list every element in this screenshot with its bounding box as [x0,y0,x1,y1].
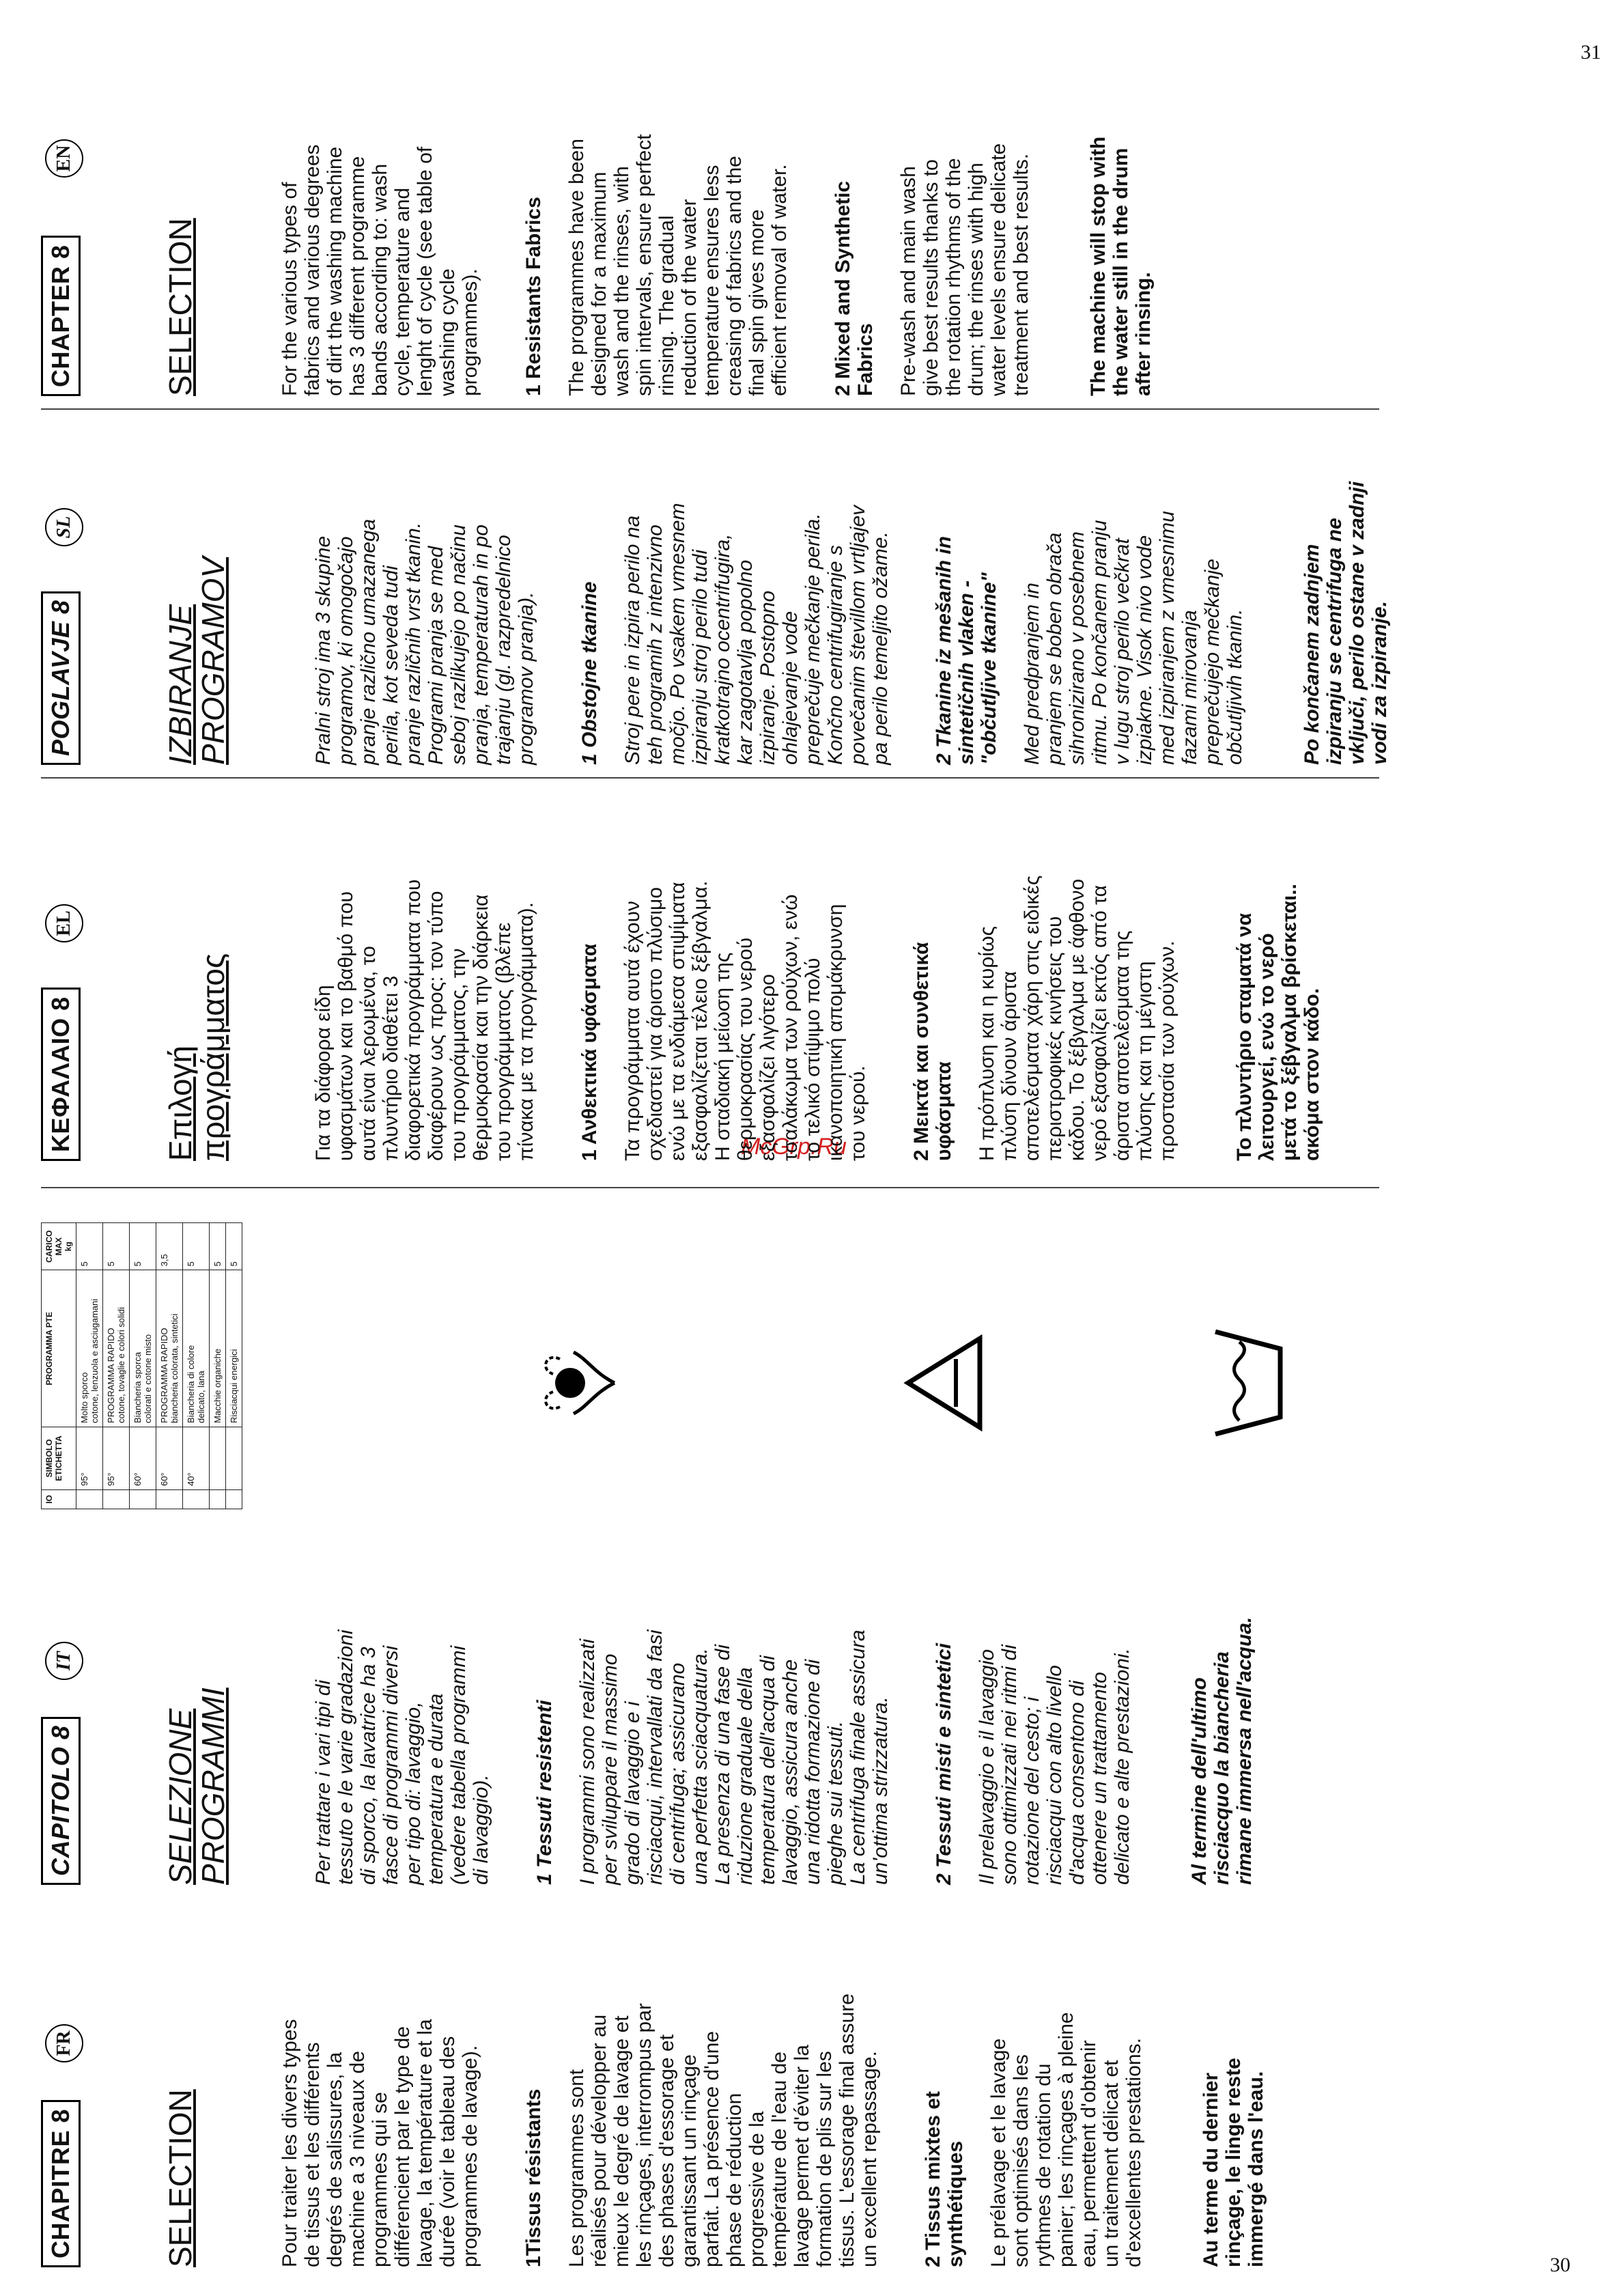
subhead-2-it: 2 Tessuti misti e sintetici [932,1642,955,1885]
column-sl [41,423,1391,765]
para-2-it: Il prelavaggio e il lavaggio sono ottimizzati nei ritmi di rotazione del cesto; i risciacqui con alto livello d'acqua consentono di ottenere un trattamento delicato e alte prestazioni. [975,1644,1133,1885]
table-header: IO [42,1489,76,1509]
section-title-sl: IZBIRANJE PROGRAMOV [163,557,231,765]
chapter-heading-sl: POGLAVJE 8 [41,591,81,765]
table-header: PROGRAMMA PTE [42,1270,76,1427]
watermark-text: McGrp.Ru [741,1134,847,1160]
para-2-el: Η πρόπλυση και η κυρίως πλύση δίνουν άριστα αποτελέσματα χάρη στις ειδικές περιστροφικές κινήσεις του κάδου. Το ξέβγαλμα με άφθονο νερό εξασφαλίζει εκτός από τα άριστα αποτελέσματα της πλύσης και τη μέγιστη προστασία των ρούχων. [975,875,1179,1161]
subhead-2-fr: 2 Tissus mixtes et synthétiques [922,2091,968,2267]
table-header: SIMBOLO ETICHETTA [42,1427,76,1489]
table-cell [226,1427,242,1489]
cotton-flower-icon [533,1332,635,1434]
table-cell: 40° [183,1427,210,1489]
column-en [41,55,1379,396]
table-cell: 5 [183,1223,210,1270]
section-title-it: SELEZIONE PROGRAMMI [163,1688,231,1885]
subhead-2-el: 2 Μεικτά και συνθετικά υφάσματα [909,942,955,1161]
wash-tub-icon [1202,1325,1290,1441]
table-cell: Macchie organiche [210,1270,226,1427]
column-it [41,1530,1379,1885]
column-divider [41,1187,1379,1188]
final-note-sl: Po končanem zadnjem izpiranju se centrifuga ne vključi, perilo ostane v zadnji vodi za izpiranje. [1300,481,1391,765]
triangle-iron-icon [901,1332,990,1434]
para-2-fr: Le prélavage et le lavage sont optimisés dans les rythmes de rotation du panier; les rinçages à pleine eau, permettent d'obtenir un traitement délicat et d'excellentes prestations. [987,2012,1146,2267]
table-cell: Molto sporco cotone, lenzuola e asciugamani [76,1270,103,1427]
table-cell: 95° [76,1427,103,1489]
table-header: CARICO MAX kg [42,1223,76,1270]
table-row [183,1223,210,1509]
section-title-el: Επιλογή προγράμματος [163,953,231,1161]
subhead-1-el: 1 Ανθεκτικά υφάσματα [578,943,601,1161]
table-cell [226,1489,242,1509]
lang-badge-fr: FR [45,2024,83,2062]
final-note-fr: Au terme du dernier rinçage, le linge reste immergé dans l'eau. [1200,2058,1268,2267]
table-cell: 5 [210,1223,226,1270]
subhead-1-sl: 1 Obstojne tkanine [578,581,601,765]
column-divider [41,408,1379,410]
final-note-it: Al termine dell'ultimo risciacquo la biancheria rimane immersa nell'acqua. [1187,1616,1256,1885]
table-cell: 5 [103,1223,130,1270]
table-cell: PROGRAMMA RAPIDO cotone, tovaglie e colori solidi [103,1270,130,1427]
table-cell: PROGRAMMA RAPIDO biancheria colorata, sintetici [156,1270,183,1427]
intro-en: For the various types of fabrics and various degrees of dirt the washing machine has 3 different programme bands according to: wash cycle, temperature and lenght of cycle (see table of washing cycle programmes). [279,144,482,396]
column-fr [41,1912,1379,2267]
page-number-right: 31 [1581,41,1601,64]
section-title-fr: SELECTION [163,2089,198,2267]
lang-badge-sl: SL [45,508,83,546]
table-row [130,1223,156,1509]
table-row [226,1223,242,1509]
table-row [103,1223,130,1509]
table-cell [183,1489,210,1509]
para-2-sl: Med predpranjem in pranjem se boben obrača sihronizirano v posebnem ritmu. Po končanem pranju v lugu stroj perilo večkrat izpiakne. Visok nivo vode med izpiranjem z vmesnimu fazami mirovanja preprečujejo mečkanje občutljivih tkanin. [1020,511,1246,765]
table-cell: 5 [130,1223,156,1270]
table-cell: Risciacqui energici [226,1270,242,1427]
table-cell [156,1489,183,1509]
chapter-heading-fr: CHAPITRE 8 [41,2100,81,2267]
programme-table-block [41,1216,1379,1509]
subhead-1-it: 1 Tessuti resistenti [533,1700,556,1885]
section-title-en: SELECTION [163,218,198,396]
para-1-el: Τα προγράμματα αυτά έχουν σχεδιαστεί για άριστο πλύσιμο ενώ με τα ενδιάμεσα στιψίματα εξασφαλίζεται τέλειο ξέβγαλμα. Η σταδιακή μείωση της θερμοκρασίας του νερού εξασφαλίζει λιγότερο τσαλάκωμα των ρούχων, ενώ το τελικό στίψιμο πολύ ικανοποιητική απομάκρυνση του νερού. [621,880,869,1161]
table-row [76,1223,103,1509]
table-cell: Biancheria di colore delicato, lana [183,1270,210,1427]
subhead-1-fr: 1Tissus résistants [522,2088,546,2267]
rotated-content [41,48,1591,2267]
lang-badge-it: IT [45,1642,83,1680]
chapter-heading-el: ΚΕΦΑΛΑΙΟ 8 [41,988,81,1161]
para-1-fr: Les programmes sont réalisés pour développer au mieux le degré de lavage et les rinçages, interrompus par des phases d'essorage et garantissant un rinçage parfait. La présence d'une phase de réduction progressive de la température de l'eau de lavage permet d'éviter la formation de plis sur les tissus. L'essorage final assure un excellent repassage. [565,1993,881,2267]
para-1-sl: Stroj pere in izpira perilo na teh programih z intenzivno močjo. Po vsakem vmesnem izpiranju stroj perilo tudi kratkotrajno ocentrifugira, kar zagotavlja popolno izpiranje. Postopno ohlajevanje vode preprečuje mečkanje perila. Končno centrifugiranje s povečanim števillom vrtljajev pa perilo temeljito ožame. [621,503,892,765]
table-row [210,1223,226,1509]
subhead-1-en: 1 Resistants Fabrics [522,197,546,396]
table-cell [130,1489,156,1509]
chapter-heading-en: CHAPTER 8 [41,236,81,396]
para-1-it: I programmi sono realizzati per sviluppare il massimo grado di lavaggio e i risciacqui, intervallati da fasi di centrifuga; assicurano una perfetta sciacquatura. La presenza di una fase di riduzione graduale della temperatura dell'acqua di lavaggio, assicura anche una ridotta formazione di pieghe sui tessuti. La centrifuga finale assicura un'ottima strizzatura. [576,1629,892,1885]
lang-badge-en: EN [45,139,83,178]
para-2-en: Pre-wash and main wash give best results thanks to the rotation rhythms of the drum; the rinses with high water levels ensure delicate treatment and best results. [897,143,1033,396]
table-cell [103,1489,130,1509]
table-cell: 60° [130,1427,156,1489]
table-cell: 60° [156,1427,183,1489]
intro-fr: Pour traiter les divers types de tissus et les différents degrés de salissures, la machine a 3 niveaux de programmes qui se différencient par le type de lavage, la température et la durée (voir le tableau des programmes de lavage). [279,2019,482,2267]
table-cell: 3,5 [156,1223,183,1270]
table-cell [210,1427,226,1489]
table-cell: 5 [226,1223,242,1270]
final-note-en: The machine will stop with the water still in the drum after rinsing. [1087,136,1155,396]
page-number-left: 30 [1550,2254,1570,2276]
column-el [41,792,1379,1161]
table-row [156,1223,183,1509]
subhead-2-sl: 2 Tkanine iz mešanih in sintetičnih vlaken - "občutljive tkanine" [932,535,1000,765]
intro-it: Per trattare i vari tipi di tessuto e le varie gradazioni di sporco, la lavatrice ha 3 fasce di programmi diversi per tipo di: lavaggio, temperatura e durata (vedere tabella programmi di lavaggio). [311,1629,492,1885]
para-1-en: The programmes have been designed for a maximum wash and the rinses, with spin intervals, ensure perfect rinsing. The gradual reduction of the water temperature ensures less creasing of fabrics and the final spin gives more efficient removal of water. [565,134,791,396]
programme-table [41,1222,242,1509]
column-divider [41,777,1379,779]
table-cell: 95° [103,1427,130,1489]
table-cell: 5 [76,1223,103,1270]
intro-sl: Pralni stroj ima 3 skupine programov, ki omogočajo pranje različno umazanega perila, kot seveda tudi pranje različnih vrst tkanin. Programi pranja se med seboj razlikujejo po načinu pranja, temperaturah in po trajanju (gl. razpredelnico programov pranja). [311,518,537,765]
table-cell [210,1489,226,1509]
chapter-heading-it: CAPITOLO 8 [41,1717,81,1885]
intro-el: Για τα διάφορα είδη υφασμάτων και το βαθμό που αυτά είναι λερωμένα, το πλυντήριο διαθέτει 3 διαφορετικά προγράμματα που διαφέρουν ως προς: τον τύπο του προγράμματος, την θερμοκρασία και την διάρκεια του προγράμματος (βλέπε πίνακα με τα προγράμματα). [311,879,537,1161]
table-cell [76,1489,103,1509]
lang-badge-el: EL [45,904,83,942]
final-note-el: Το πλυντήριο σταματά να λειτουργεί, ενώ το νερό μετά το ξέβγαλμα βρίσκεται.. ακόμα στον κάδο. [1232,884,1323,1161]
subhead-2-en: 2 Mixed and Synthetic Fabrics [832,180,877,396]
table-cell: Biancheria sporca colorati e cotone misto [130,1270,156,1427]
